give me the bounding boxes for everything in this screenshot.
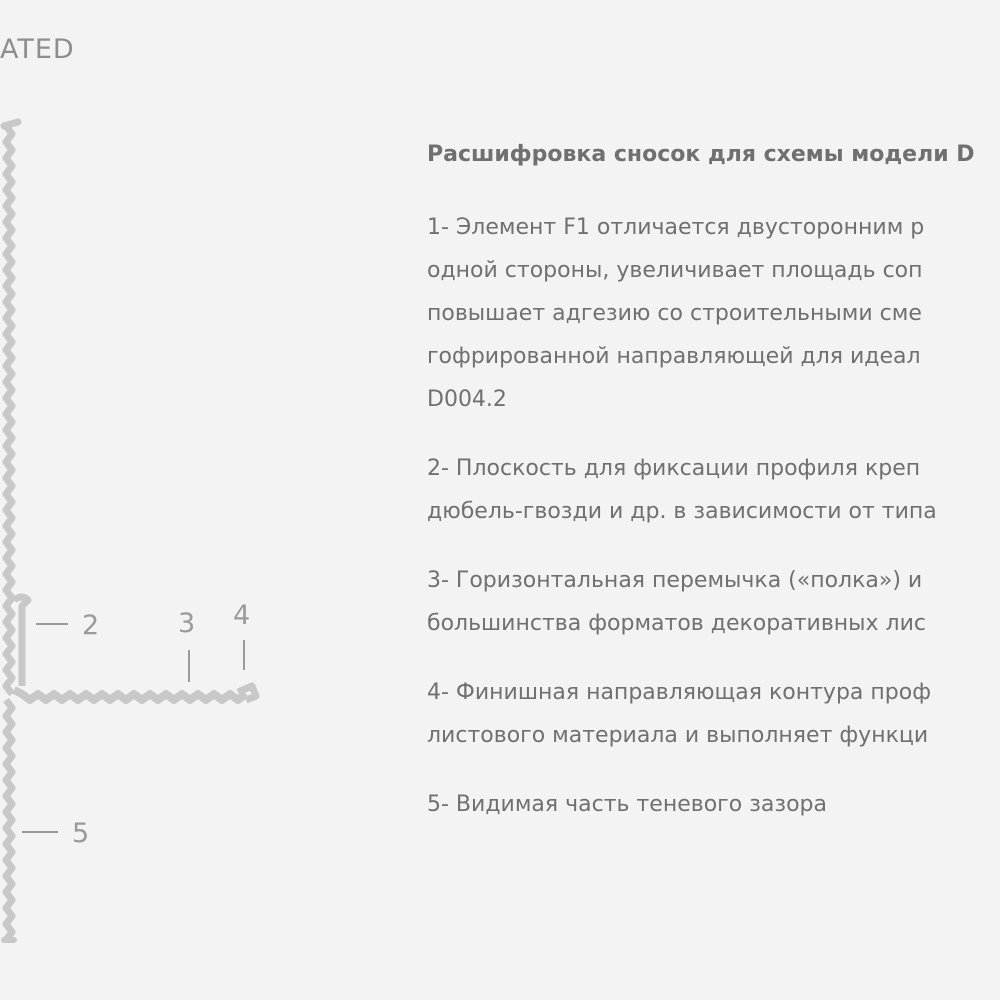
callout-5-label: 5 <box>72 818 90 849</box>
profile-diagram <box>0 0 400 1000</box>
corrugated-wall-upper <box>6 126 12 694</box>
legend-items <box>427 206 1000 826</box>
horizontal-shelf <box>14 690 246 700</box>
legend-item-line: 2- Плоскость для фиксации профиля креп <box>427 456 921 481</box>
profile-shape <box>4 122 256 940</box>
legend-item-line: повышает адгезию со строительными сме <box>427 301 922 326</box>
callout-2-label: 2 <box>82 610 100 641</box>
legend-item-line: одной стороны, увеличивает площадь соп <box>427 258 923 283</box>
legend-item-line: 3- Горизонтальная перемычка («полка») и <box>427 568 923 593</box>
callout-legend <box>427 140 1000 852</box>
legend-item-line: 5- Видимая часть теневого зазора <box>427 792 827 817</box>
header-title-fragment: ATED <box>0 34 75 65</box>
legend-title: Расшифровка сносок для схемы модели D <box>427 142 975 167</box>
legend-item-line: гофрированной направляющей для идеал <box>427 344 921 369</box>
legend-item-line: D004.2 <box>427 387 507 412</box>
fixing-flange <box>14 597 28 686</box>
legend-item-line: 1- Элемент F1 отличается двусторонним р <box>427 215 925 240</box>
callout-lines <box>22 624 244 832</box>
legend-item-line: дюбель-гвозди и др. в зависимости от типа <box>427 499 937 524</box>
callout-3-label: 3 <box>178 608 196 639</box>
legend-item-line: листового материала и выполняет функци <box>427 723 929 748</box>
legend-item <box>427 671 1000 757</box>
legend-item <box>427 559 1000 645</box>
callout-4-label: 4 <box>233 600 251 631</box>
legend-item-line: большинства форматов декоративных лис <box>427 611 927 636</box>
legend-item <box>427 206 1000 421</box>
legend-item <box>427 447 1000 533</box>
corrugated-wall-lower <box>6 700 12 940</box>
legend-item-line: 4- Финишная направляющая контура проф <box>427 680 932 705</box>
legend-item <box>427 783 1000 826</box>
wall-top-cap <box>4 122 18 126</box>
